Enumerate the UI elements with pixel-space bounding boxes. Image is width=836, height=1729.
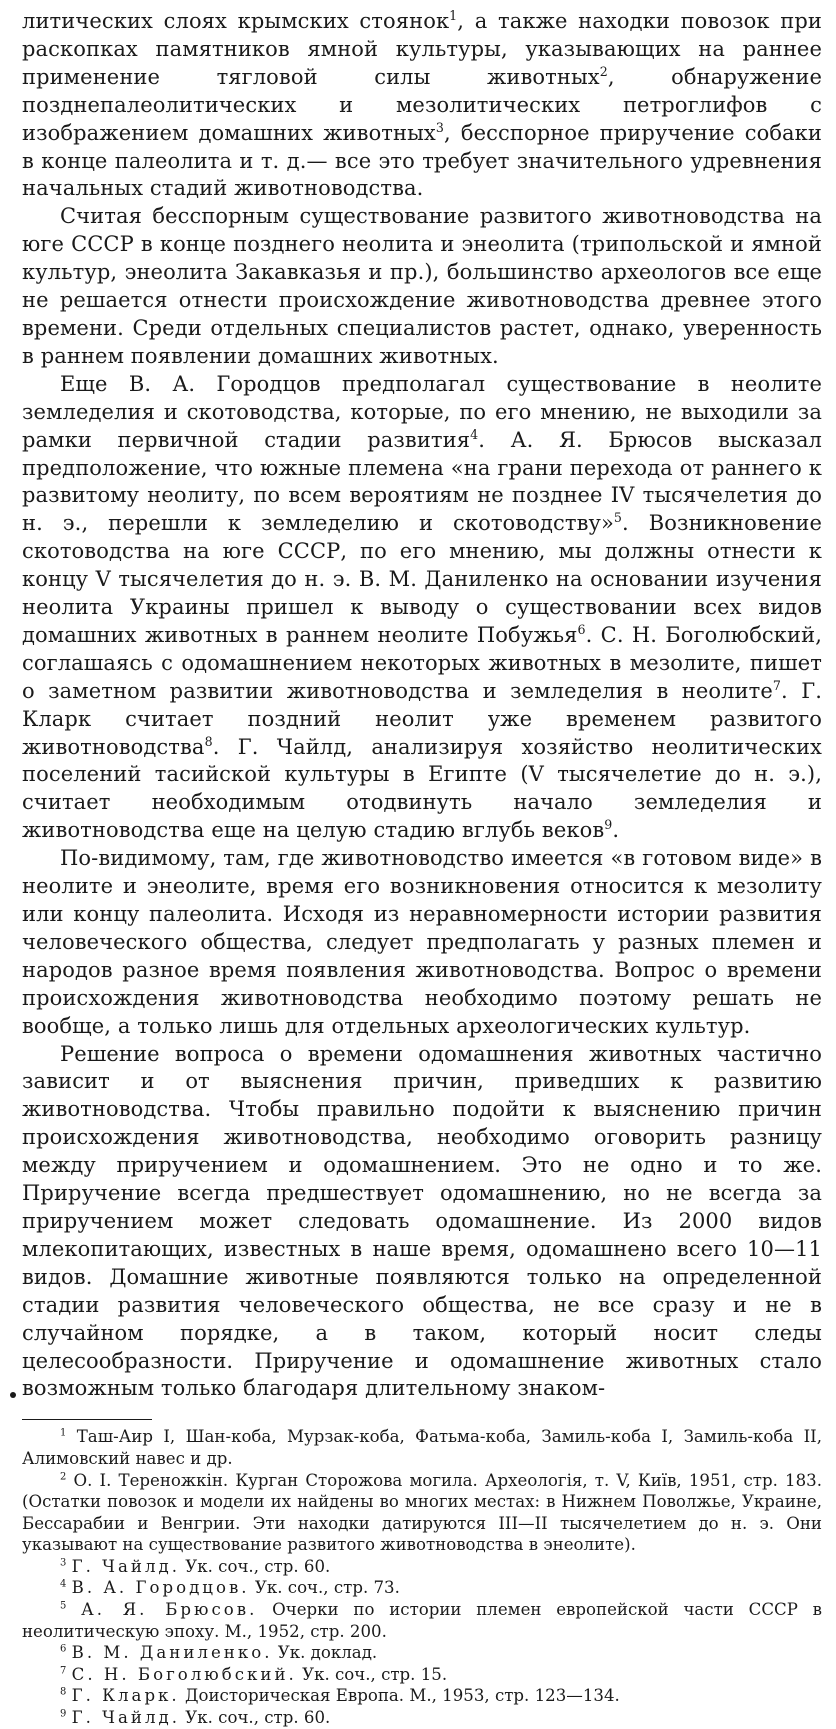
footnote-author: В. М. Даниленко. (71, 1643, 273, 1663)
footnote-ref: 3 (435, 119, 445, 135)
footnote-ref: 5 (613, 510, 623, 526)
footnotes (22, 1426, 822, 1728)
footnote: $^2$ О. І. Тереножкін. Курган Сторожова могила. Археологія, т. V, Київ, 1951, стр. 183. (Остатки повозок и модели их найдены во многих местах: в Нижнем Поволжье, Украине, Бессарабии и Венгрии. Эти находки датируются III—II тысячелетием до н. э. Они указывают на существование развитого животноводства в энеолите). (22, 1470, 822, 1555)
paragraph-3: Еще В. А. Городцов предполагал существование в неолите земледелия и скотоводства, которые, по его мнению, не выходили за рамки первичной стадии развития$^4$. А. Я. Брюсов высказал предположение, что южные племена «на грани перехода от раннего к развитому неолиту, по всем вероятиям не позднее IV тысячелетия до н. э., перешли к земледелию и скотоводству»$^5$. Возникновение скотоводства на юге СССР, по его мнению, мы должны отнести к концу V тысячелетия до н. э. В. М. Даниленко на основании изучения неолита Украины пришел к выводу о существовании всех видов домашних животных в раннем неолите Побужья$^6$. С. Н. Боголюбский, соглашаясь с одомашнением некоторых животных в мезолите, пишет о заметном развитии животноводства и земледелия в неолите$^7$. Г. Кларк считает поздний неолит уже временем развитого животноводства$^8$. Г. Чайлд, анализируя хозяйство неолитических поселений тасийской культуры в Египте (V тысячелетие до н. э.), считает необходимым отодвинуть начало земледелия и животноводства еще на целую стадию вглубь веков$^9$. (22, 371, 822, 843)
footnote: $^6$ В. М. Даниленко. Ук. доклад. (60, 1643, 378, 1663)
footnote-author: А. Я. Брюсов. (81, 1600, 258, 1620)
footnote: $^8$ Г. Кларк. Доисторическая Европа. М., 1953, стр. 123—134. (60, 1686, 620, 1706)
footnote: $^3$ Г. Чайлд. Ук. соч., стр. 60. (60, 1556, 331, 1576)
footnote: $^7$ С. Н. Боголюбский. Ук. соч., стр. 15. (60, 1664, 448, 1684)
footnote-author: В. А. Городцов. (71, 1578, 250, 1598)
paragraph-2: Считая бесспорным существование развитого животноводства на юге СССР в конце позднего неолита и энеолита (трипольской и ямной культур, энеолита Закавказья и пр.), большинство археологов все еще не решается отнести происхождение животноводства древнее этого времени. Среди отдельных специалистов растет, однако, уверенность в раннем появлении домашних животных. (22, 204, 822, 368)
footnote-ref: 7 (772, 677, 782, 693)
footnote-author: Г. Чайлд. (71, 1556, 180, 1576)
paragraph-5: Решение вопроса о времени одомашнения животных частично зависит и от выяснения причин, приведших к развитию животноводства. Чтобы правильно подойти к выяснению причин происхождения животноводства, необходимо оговорить разницу между приручением и одомашнением. Это не одно и то же. Приручение всегда предшествует одомашнению, но не всегда за приручением может следовать одомашнение. Из 2000 видов млекопитающих, известных в наше время, одомашнено всего 10—11 видов. Домашние животные появляются только на определенной стадии развития человеческого общества, не все сразу и не в случайном порядке, а в таком, который носит следы целесообразности. Приручение и одомашнение животных стало возможным только благодаря длительному знаком- (22, 1041, 822, 1401)
main-text (22, 8, 822, 1403)
paragraph-1: литических слоях крымских стоянок$^1$, а также находки повозок при раскопках памятников ямной культуры, указывающих на раннее применение тягловой силы животных$^2$, обнаружение позднепалеолитических и мезолитических петроглифов с изображением домашних животных$^3$, бесспорное приручение собаки в конце палеолита и т. д.— все это требует значительного удревнения начальных стадий животноводства. (22, 8, 822, 201)
footnote-author: Г. Кларк. (71, 1686, 180, 1706)
ink-dot (10, 1392, 16, 1398)
footnote-ref: 2 (599, 63, 608, 79)
paragraph-4: По-видимому, там, где животноводство имеется «в готовом виде» в неолите и энеолите, время его возникновения относится к мезолиту или концу палеолита. Исходя из неравномерности истории развития человеческого общества, следует предполагать у разных племен и народов разное время появления животноводства. Вопрос о времени происхождения животноводства необходимо поэтому решать не вообще, а только лишь для отдельных археологических культур. (22, 846, 822, 1038)
footnote: $^4$ В. А. Городцов. Ук. соч., стр. 73. (60, 1578, 400, 1598)
footnote-author: С. Н. Боголюбский. (71, 1664, 297, 1684)
page (22, 8, 822, 1729)
footnote: $^9$ Г. Чайлд. Ук. соч., стр. 60. (60, 1708, 331, 1728)
footnote-ref: 9 (604, 817, 613, 833)
footnote: $^1$ Таш-Аир I, Шан-коба, Мурзак-коба, Фатьма-коба, Замиль-коба I, Замиль-коба II, Алимовский навес и др. (22, 1427, 822, 1468)
footnote: $^5$ А. Я. Брюсов. Очерки по истории племен европейской части СССР в неолитическую эпоху. М., 1952, стр. 200. (22, 1600, 822, 1641)
footnote-ref: 1 (449, 8, 458, 23)
footnote-ref: 4 (470, 426, 479, 442)
footnote-ref: 6 (577, 621, 586, 637)
footnote-author: Г. Чайлд. (71, 1708, 180, 1728)
footnote-divider (22, 1419, 152, 1420)
footnote-ref: 8 (204, 733, 213, 749)
